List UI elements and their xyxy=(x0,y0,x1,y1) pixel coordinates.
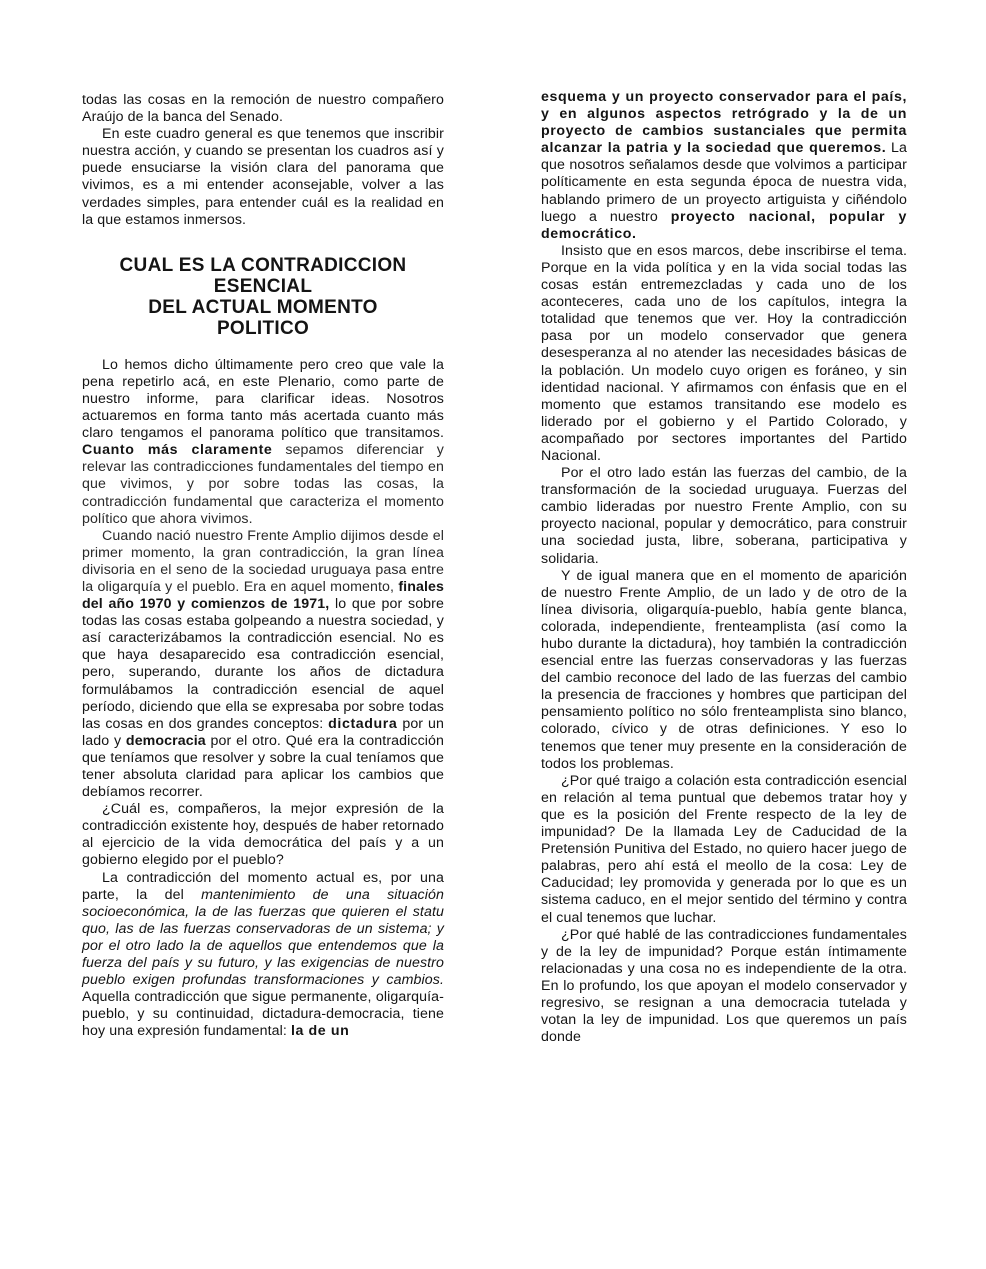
bold-run: Cuanto más claramente xyxy=(82,442,273,459)
paragraph: todas las cosas en la remoción de nuestro compañero Araújo de la banca del Senado. xyxy=(82,92,444,126)
paragraph: ¿Por qué hablé de las contradicciones fundamentales y de la ley de impunidad? Porque están íntimamente relacionadas y una cosa no es independiente de la otra. En lo profundo, los que apoyan el modelo conservador y regresivo, se resignan a una democracia tutelada y votan la ley de impunidad. Los que queremos un país donde xyxy=(541,926,907,1046)
paragraph: Insisto que en esos marcos, debe inscribirse el tema. Porque en la vida política y en la vida social todas las cosas están entremezcladas y cada uno de los aconteceres, cada uno de los capítulos, integra la totalidad que tenemos que ver. Hoy la contradicción pasa por un modelo conservador que genera desesperanza al no atender las necesidades básicas de la población. Un modelo cuyo origen es foráneo, y sin identidad nacional. Y afirmamos con énfasis que en el momento que estamos transitando ese modelo es liderado por el gobierno y el Partido Colorado, y acompañado por sectores importantes del Partido Nacional. xyxy=(541,242,907,464)
bold-run: la de un xyxy=(290,1023,350,1040)
section-heading xyxy=(82,255,444,339)
left-column xyxy=(82,92,444,1041)
heading-line: CUAL ES LA CONTRADICCION xyxy=(119,254,407,276)
paragraph: Y de igual manera que en el momento de aparición de nuestro Frente Amplio, de un lado y de otro de la línea divisoria, oligarquía-pueblo, había gente blanca, colorada, independiente, frenteamplista (así como la hubo durante la dictadura), hoy también la contradicción esencial entre las fuerzas conservadoras y las fuerzas del cambio reconoce del lado de las fuerzas del cambio la presencia de fracciones y hombres que participan del pensamiento político no sólo frenteamplista sino blanco, colorado, cívico y de otras definiciones. Y eso lo tenemos que tener muy presente en la consideración de todos los problemas. xyxy=(541,567,907,772)
text-run: lo que por sobre todas las cosas estaba golpeando a nuestra sociedad, y así caracterizábamos la contradicción esencial. No es que haya desaparecido esa contradicción esencial, pero, superando, durante los años de dictadura formulábamos la contradicción esencial de aquel período, diciendo que ella se expresaba por sobre todas las cosas en dos grandes conceptos: xyxy=(82,596,444,732)
text-run: por un lado y xyxy=(82,715,445,749)
heading-line: DEL ACTUAL MOMENTO xyxy=(148,296,378,318)
right-column xyxy=(541,89,907,1046)
paragraph xyxy=(82,870,444,1041)
heading-line: ESENCIAL xyxy=(213,275,313,297)
paragraph xyxy=(82,528,444,802)
text-run: Lo hemos dicho últimamente pero creo que vale la pena repetirlo acá, en este Plenario, como parte de nuestro informe, para clarificar ideas. Nosotros actuaremos en forma tanto más acertada cuanto más claro tengamos el panorama político que transitamos. xyxy=(82,356,444,442)
paragraph xyxy=(82,357,444,528)
text-run: Aquella contradicción que sigue permanente, oligarquía-pueblo, y su continuidad, dictadura-democracia, tiene hoy una expresión fundamental: xyxy=(82,989,444,1040)
text-run: por el otro. Qué era la contradicción que teníamos que resolver y sobre la cual teníamos que tener absoluta claridad para aplicar los cambios que debíamos recorrer. xyxy=(82,732,445,801)
italic-run: mantenimiento de una situación socioeconómica, la de las fuerzas que quieren el statu quo, las de las fuerzas conservadoras de un sistema; y por el otro lado la de aquellos que entendemos que la fuerza del país y su futuro, y las exigencias de nuestro pueblo exigen profundas transformaciones y cambios. xyxy=(82,886,444,989)
paragraph: ¿Cuál es, compañeros, la mejor expresión de la contradicción existente hoy, después de haber retornado al ejercicio de la vida democrática del país y a un gobierno elegido por el pueblo? xyxy=(82,801,444,869)
bold-run: dictadura xyxy=(328,715,398,732)
text-run: La contradicción del momento actual es, por una parte, la del xyxy=(82,869,444,903)
text-run: La que nosotros señalamos desde que volvimos a participar políticamente en esta segunda época de nuestra vida, hablando primero de un proyecto artiguista y ciñéndolo luego a nuestro xyxy=(541,140,908,225)
bold-run: democracia xyxy=(125,732,206,749)
paragraph: ¿Por qué traigo a colación esta contradicción esencial en relación al tema puntual que debemos tratar hoy y que es la posición del Frente respecto de la ley de impunidad? De la llamada Ley de Caducidad de la Pretensión Punitiva del Estado, no quiero hacer juego de palabras, pero ahí está el meollo de la cosa: Ley de Caducidad; ley promovida y generada por lo que es un sistema caduco, en el mejor sentido del término y contra el cual tenemos que luchar. xyxy=(541,772,907,926)
text-run: sepamos diferenciar y relevar las contradicciones fundamentales del tiempo en que vivimos, y por sobre todas las cosas, la contradicción fundamental que caracteriza el momento político que ahora vivimos. xyxy=(82,442,444,527)
paragraph: Por el otro lado están las fuerzas del cambio, de la transformación de la sociedad uruguaya. Fuerzas del cambio lideradas por nuestro Frente Amplio, con su proyecto nacional, popular y democrático, para construir una sociedad justa, libre, soberana, participativa y solidaria. xyxy=(541,465,907,567)
bold-run: proyecto nacional, popular y democrático. xyxy=(541,208,907,242)
heading-line: POLITICO xyxy=(216,317,310,339)
bold-run: finales del año 1970 y comienzos de 1971, xyxy=(82,578,444,613)
bold-run: esquema y un proyecto conservador para el país, y en algunos aspectos retrógrado y la de un proyecto de cambios sustanciales que permita alcanzar la patria y la sociedad que queremos. xyxy=(541,89,907,157)
text-run: Cuando nació nuestro Frente Amplio dijimos desde el primer momento, la gran contradicción, la gran línea divisoria en el seno de la sociedad uruguaya pasa entre la oligarquía y el pueblo. Era en aquel momento, xyxy=(82,527,444,595)
paragraph xyxy=(541,89,907,243)
paragraph: En este cuadro general es que tenemos que inscribir nuestra acción, y cuando se presentan los cuadros así y puede ensuciarse la visión clara del panorama que vivimos, es a mi entender aconsejable, volver a las verdades simples, para entender cuál es la realidad en la que estamos inmersos. xyxy=(82,126,444,228)
